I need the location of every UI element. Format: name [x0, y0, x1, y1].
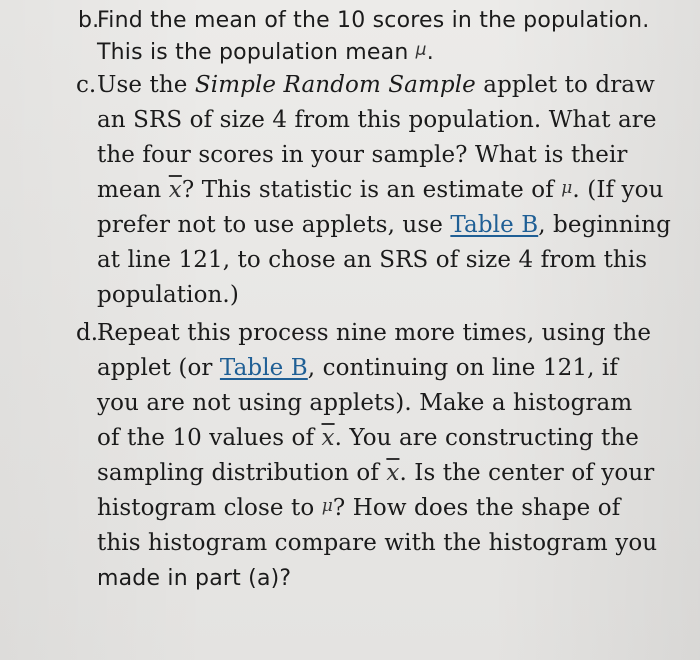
xbar-symbol: $\overline{x}$ [321, 425, 335, 451]
item-c-line-6: at line 121, to chose an SRS of size 4 from this [97, 247, 648, 273]
mu-symbol: μ [415, 40, 427, 60]
table-b-link[interactable]: Table B [450, 212, 539, 238]
table-b-link[interactable]: Table B [219, 355, 308, 381]
item-c-line-4-a: mean [97, 177, 162, 203]
item-d-line-6 [97, 495, 620, 521]
item-d-line-6-a: histogram close to [97, 495, 315, 521]
item-c-line-2: an SRS of size 4 from this population. What are [97, 107, 657, 133]
applet-name: Simple Random Sample [194, 72, 476, 98]
mu-symbol: μ [321, 496, 333, 516]
xbar-symbol: $\overline{x}$ [386, 460, 400, 486]
item-d-line-7: this histogram compare with the histogram you [97, 530, 658, 556]
item-d-marker: d. [76, 320, 99, 346]
item-c-marker: c. [76, 72, 97, 98]
item-c-line-1 [97, 72, 655, 98]
mu-symbol: μ [561, 178, 573, 198]
item-c-line-4 [97, 177, 663, 203]
item-b-line-2-end: . [426, 40, 434, 65]
item-d-line-4-b: . You are constructing the [334, 425, 639, 451]
item-c-line-4-c: . (If you [572, 177, 664, 203]
item-d-line-5-a: sampling distribution of [97, 460, 379, 486]
item-d-line-5-b: . Is the center of your [399, 460, 655, 486]
item-b-line-2 [97, 40, 434, 65]
item-b-marker: b. [78, 8, 100, 33]
item-c-line-1-a: Use the [97, 72, 188, 98]
item-d-line-2-a: applet (or [97, 355, 213, 381]
item-d-line-6-b: ? How does the shape of [332, 495, 621, 521]
item-d-line-4 [97, 425, 639, 451]
item-d-line-3: you are not using applets). Make a histogram [97, 390, 633, 416]
item-d-line-4-a: of the 10 values of [97, 425, 315, 451]
item-d-line-1: Repeat this process nine more times, using the [97, 320, 652, 346]
item-d-line-5 [97, 460, 654, 486]
item-d-line-2 [97, 355, 618, 381]
item-b-line-2-text: This is the population mean [97, 40, 409, 65]
item-c-line-1-b: applet to draw [483, 72, 655, 98]
item-d-line-2-b: , continuing on line 121, if [307, 355, 618, 381]
item-c-line-5 [97, 212, 671, 238]
item-c-line-7: population.) [97, 282, 239, 308]
item-c-line-4-b: ? This statistic is an estimate of [181, 177, 554, 203]
xbar-symbol: $\overline{x}$ [168, 177, 182, 203]
item-c-line-5-b: , beginning [538, 212, 671, 238]
item-c-line-5-a: prefer not to use applets, use [97, 212, 443, 238]
item-d-line-8: made in part (a)? [97, 566, 292, 591]
item-c-line-3: the four scores in your sample? What is their [97, 142, 628, 168]
item-b-line-1: Find the mean of the 10 scores in the population. [97, 8, 650, 33]
